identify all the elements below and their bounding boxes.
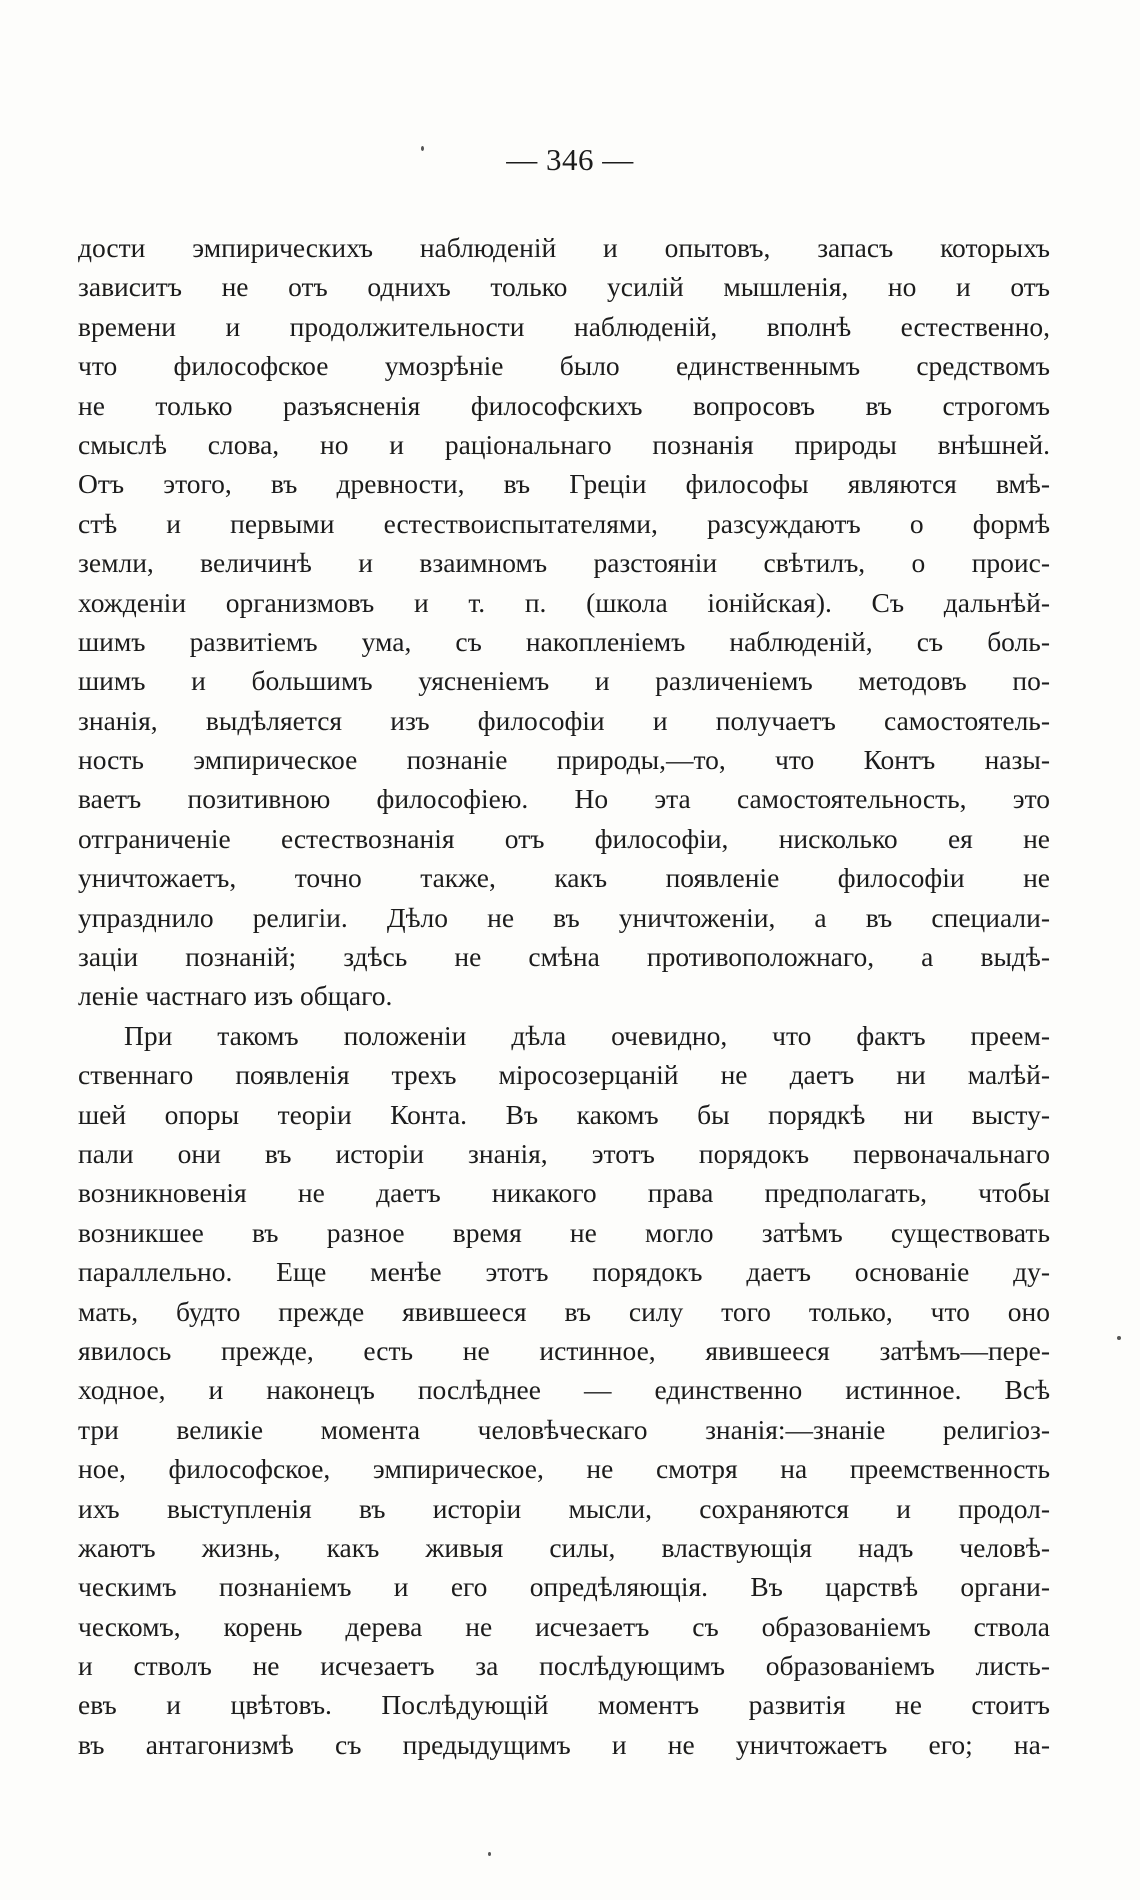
text-line: зависитъ не отъ однихъ только усилій мышленія, но и отъ (78, 271, 1050, 303)
text-line: что философское умозрѣніе было единственнымъ средствомъ (78, 350, 1050, 382)
text-line: евъ и цвѣтовъ. Послѣдующій моментъ развитія не стоитъ (78, 1689, 1050, 1721)
print-speck (488, 1852, 491, 1856)
print-speck (421, 146, 424, 151)
body-text (78, 228, 1050, 1764)
paragraph-end-line: леніе частнаго изъ общаго. (78, 980, 393, 1012)
text-line: мать, будто прежде явившееся въ силу того только, что оно (78, 1295, 1050, 1327)
print-speck (1117, 1336, 1121, 1340)
text-line: возникшее въ разное время не могло затѣмъ существовать (78, 1216, 1050, 1248)
text-line: параллельно. Еще менѣе этотъ порядокъ даетъ основаніе ду- (78, 1256, 1050, 1288)
text-line: ческимъ познаніемъ и его опредѣляющія. Въ царствѣ органи- (78, 1571, 1050, 1603)
page-number: — 346 — (506, 142, 634, 177)
text-line: знанія, выдѣляется изъ философіи и получаетъ самостоятель- (78, 704, 1050, 736)
text-line: ственнаго появленія трехъ міросозерцаній не даетъ ни малѣй- (78, 1059, 1050, 1091)
text-line: ческомъ, корень дерева не исчезаетъ съ образованіемъ ствола (78, 1610, 1050, 1642)
text-line: времени и продолжительности наблюденій, вполнѣ естественно, (78, 310, 1050, 342)
text-line: уничтожаетъ, точно также, какъ появленіе философіи не (78, 862, 1050, 894)
text-line: ность эмпирическое познаніе природы,—то, что Контъ назы- (78, 744, 1050, 776)
text-line: заціи познаній; здѣсь не смѣна противоположнаго, а выдѣ- (78, 941, 1050, 973)
text-line: три великіе момента человѣческаго знанія:—знаніе религіоз- (78, 1413, 1050, 1445)
text-line: упразднило религіи. Дѣло не въ уничтоженіи, а въ специали- (78, 901, 1050, 933)
text-line: возникновенія не даетъ никакого права предполагать, чтобы (78, 1177, 1050, 1209)
text-line: въ антагонизмѣ съ предыдущимъ и не уничтожаетъ его; на- (78, 1728, 1050, 1760)
text-line: шей опоры теоріи Конта. Въ какомъ бы порядкѣ ни высту- (78, 1098, 1050, 1130)
paragraph-start-line: При такомъ положеніи дѣла очевидно, что фактъ преем- (124, 1019, 1050, 1051)
text-line: ихъ выступленія въ исторіи мысли, сохраняются и продол- (78, 1492, 1050, 1524)
text-line: пали они въ исторіи знанія, этотъ порядокъ первоначальнаго (78, 1137, 1050, 1169)
text-line: ходное, и наконецъ послѣднее — единственно истинное. Всѣ (78, 1374, 1050, 1406)
text-line: и стволъ не исчезаетъ за послѣдующимъ образованіемъ листь- (78, 1650, 1050, 1682)
text-line: отграниченіе естествознанія отъ философіи, нисколько ея не (78, 822, 1050, 854)
text-line: хожденіи организмовъ и т. п. (школа іонійская). Съ дальнѣй- (78, 586, 1050, 618)
text-line: ное, философское, эмпирическое, не смотря на преемственность (78, 1453, 1050, 1485)
text-line: стѣ и первыми естествоиспытателями, разсуждаютъ о формѣ (78, 507, 1050, 539)
text-line: ваетъ позитивною философіею. Но эта самостоятельность, это (78, 783, 1050, 815)
text-line: земли, величинѣ и взаимномъ разстояніи свѣтилъ, о проис- (78, 547, 1050, 579)
text-line: не только разъясненія философскихъ вопросовъ въ строгомъ (78, 389, 1050, 421)
text-line: шимъ развитіемъ ума, съ накопленіемъ наблюденій, съ боль- (78, 625, 1050, 657)
text-line: жаютъ жизнь, какъ живыя силы, властвующія надъ человѣ- (78, 1531, 1050, 1563)
text-line: шимъ и большимъ уясненіемъ и различеніемъ методовъ по- (78, 665, 1050, 697)
text-line: явилось прежде, есть не истинное, явившееся затѣмъ—пере- (78, 1334, 1050, 1366)
text-line: смыслѣ слова, но и раціональнаго познанія природы внѣшней. (78, 428, 1050, 460)
text-line: Отъ этого, въ древности, въ Греціи философы являются вмѣ- (78, 468, 1050, 500)
text-line: дости эмпирическихъ наблюденій и опытовъ, запасъ которыхъ (78, 232, 1050, 263)
